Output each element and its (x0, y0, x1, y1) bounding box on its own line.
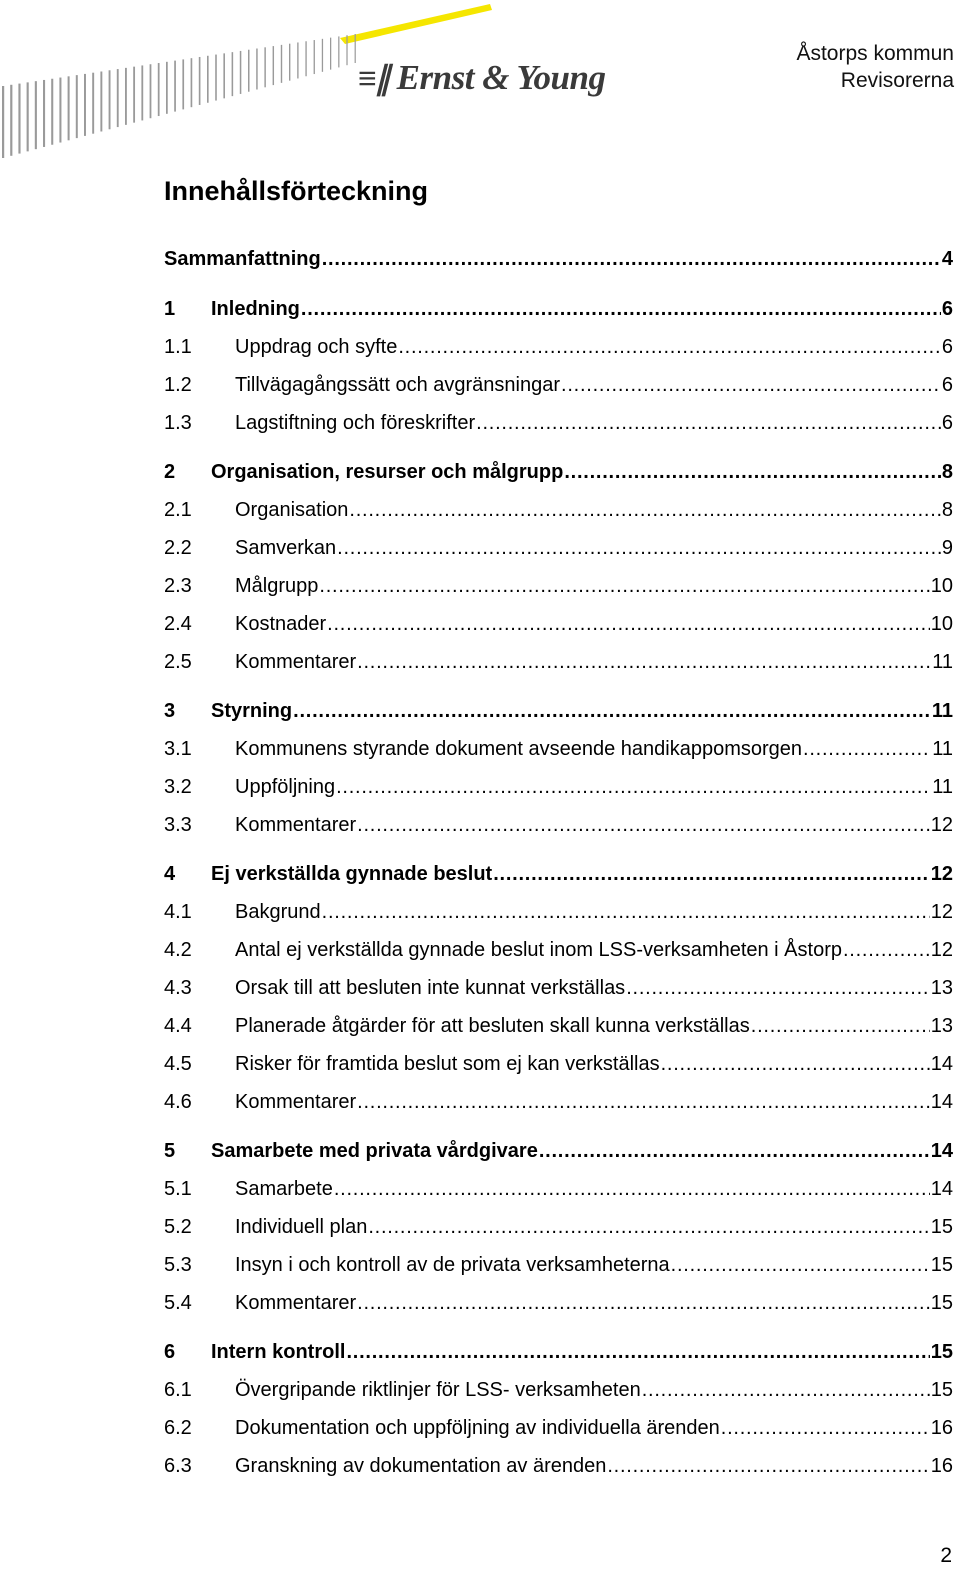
toc-entry[interactable] (164, 245, 953, 273)
toc-entry[interactable] (164, 371, 953, 399)
toc-entry[interactable] (164, 1175, 953, 1203)
toc-entry-title: Uppföljning (235, 776, 336, 798)
toc-entry-title: Kommunens styrande dokument avseende handikappomsorgen (235, 738, 803, 760)
toc-dot-leader (322, 898, 930, 926)
toc-dot-leader (721, 1414, 930, 1442)
toc-entry-number: 2.3 (164, 575, 192, 597)
toc-dot-leader (319, 572, 929, 600)
toc-entry-page: 6 (941, 336, 953, 358)
ernst-young-logo (0, 0, 660, 165)
toc-entry-number: 3.1 (164, 738, 192, 760)
toc-entry-title: Organisation (235, 499, 349, 521)
toc-entry-number: 4.1 (164, 901, 192, 923)
toc-entry-number: 1.3 (164, 412, 192, 434)
toc-entry-page: 13 (930, 1015, 953, 1037)
toc-entry-title: Bakgrund (235, 901, 321, 923)
toc-entry[interactable] (164, 974, 953, 1002)
toc-entry[interactable] (164, 1452, 953, 1480)
toc-dot-leader (337, 534, 941, 562)
toc-dot-leader (327, 610, 930, 638)
toc-dot-leader (357, 648, 931, 676)
toc-entry-page: 15 (930, 1254, 953, 1276)
toc-entry-number: 4.6 (164, 1091, 192, 1113)
toc-entry[interactable] (164, 936, 953, 964)
toc-entry-page: 16 (930, 1417, 953, 1439)
toc-entry-number: 6.3 (164, 1455, 192, 1477)
toc-dot-leader (346, 1338, 929, 1366)
toc-entry-page: 14 (930, 1178, 953, 1200)
toc-entry[interactable] (164, 1289, 953, 1317)
toc-dot-leader (322, 245, 941, 273)
toc-entry-number: 5.2 (164, 1216, 192, 1238)
toc-entry[interactable] (164, 572, 953, 600)
toc-entry-number: 1.2 (164, 374, 192, 396)
toc-entry[interactable] (164, 735, 953, 763)
toc-entry[interactable] (164, 610, 953, 638)
toc-dot-leader (293, 697, 931, 725)
organization-header (796, 40, 954, 94)
toc-dot-leader (671, 1251, 930, 1279)
toc-entry-title: Orsak till att besluten inte kunnat verkställas (235, 977, 626, 999)
toc-entry-title: Sammanfattning (164, 248, 321, 270)
toc-entry-number: 6.1 (164, 1379, 192, 1401)
toc-entry-title: Målgrupp (235, 575, 319, 597)
toc-entry-number: 4.4 (164, 1015, 192, 1037)
toc-entry[interactable] (164, 1251, 953, 1279)
toc-dot-leader (301, 295, 941, 323)
toc-dot-leader (398, 333, 941, 361)
toc-entry-number: 3.3 (164, 814, 192, 836)
toc-entry-number: 3 (164, 700, 176, 722)
toc-entry-page: 14 (930, 1140, 953, 1162)
toc-entry-page: 6 (941, 374, 953, 396)
toc-dot-leader (561, 371, 941, 399)
toc-entry[interactable] (164, 458, 953, 486)
toc-dot-leader (357, 811, 930, 839)
toc-entry[interactable] (164, 409, 953, 437)
toc-entry-page: 14 (930, 1091, 953, 1113)
toc-entry[interactable] (164, 1050, 953, 1078)
toc-entry[interactable] (164, 1213, 953, 1241)
toc-entry-number: 2.1 (164, 499, 192, 521)
toc-entry-page: 6 (941, 298, 953, 320)
toc-entry-page: 15 (930, 1379, 953, 1401)
toc-entry-title: Lagstiftning och föreskrifter (235, 412, 476, 434)
toc-entry-page: 9 (941, 537, 953, 559)
toc-entry-title: Insyn i och kontroll av de privata verksamheterna (235, 1254, 670, 1276)
toc-dot-leader (357, 1289, 930, 1317)
toc-dot-leader (607, 1452, 929, 1480)
toc-entry[interactable] (164, 648, 953, 676)
logo-mark-icon: ≡∥ (358, 60, 389, 96)
toc-entry[interactable] (164, 333, 953, 361)
toc-entry-page: 11 (932, 738, 953, 760)
toc-entry[interactable] (164, 1137, 953, 1165)
toc-entry-title: Antal ej verkställda gynnade beslut inom LSS-verksamheten i Åstorp (235, 939, 842, 961)
toc-entry-page: 11 (932, 776, 953, 798)
toc-entry-page: 16 (930, 1455, 953, 1477)
toc-entry-page: 10 (930, 613, 953, 635)
toc-entry[interactable] (164, 1414, 953, 1442)
toc-dot-leader (626, 974, 930, 1002)
toc-title: Innehållsförteckning (164, 176, 429, 206)
toc-entry-number: 6 (164, 1341, 176, 1363)
toc-entry[interactable] (164, 860, 953, 888)
toc-dot-leader (642, 1376, 930, 1404)
toc-entry-title: Samarbete (235, 1178, 333, 1200)
toc-entry-title: Samarbete med privata vårdgivare (211, 1140, 538, 1162)
department-name: Revisorerna (840, 69, 954, 92)
toc-entry-number: 5 (164, 1140, 176, 1162)
toc-entry-number: 2.5 (164, 651, 192, 673)
toc-entry-title: Planerade åtgärder för att besluten skall kunna verkställas (235, 1015, 750, 1037)
toc-dot-leader (349, 496, 940, 524)
toc-entry-title: Kommentarer (235, 651, 357, 673)
toc-entry-title: Samverkan (235, 537, 337, 559)
toc-dot-leader (751, 1012, 930, 1040)
toc-dot-leader (493, 860, 930, 888)
toc-dot-leader (368, 1213, 929, 1241)
toc-entry-page: 15 (930, 1292, 953, 1314)
toc-entry-number: 2.2 (164, 537, 192, 559)
toc-entry-page: 4 (941, 248, 953, 270)
toc-entry-number: 2 (164, 461, 176, 483)
logo-wordmark: Ernst & Young (396, 58, 606, 97)
toc-dot-leader (564, 458, 941, 486)
toc-entry-number: 1 (164, 298, 176, 320)
toc-entry-number: 3.2 (164, 776, 192, 798)
toc-entry-title: Intern kontroll (211, 1341, 346, 1363)
toc-entry[interactable] (164, 811, 953, 839)
toc-entry-page: 15 (930, 1216, 953, 1238)
toc-entry-title: Inledning (211, 298, 300, 320)
toc-entry-number: 2.4 (164, 613, 192, 635)
toc-entry-title: Styrning (211, 700, 293, 722)
toc-entry-page: 11 (931, 700, 953, 722)
page-number: 2 (940, 1544, 952, 1567)
toc-entry-number: 4.5 (164, 1053, 192, 1075)
toc-entry[interactable] (164, 773, 953, 801)
toc-entry[interactable] (164, 898, 953, 926)
toc-entry[interactable] (164, 1338, 953, 1366)
toc-dot-leader (803, 735, 931, 763)
toc-dot-leader (476, 409, 941, 437)
toc-entry-number: 6.2 (164, 1417, 192, 1439)
toc-entry-number: 4 (164, 863, 176, 885)
toc-entry-title: Övergripande riktlinjer för LSS- verksamheten (235, 1379, 641, 1401)
toc-entry-title: Kommentarer (235, 814, 357, 836)
toc-dot-leader (357, 1088, 930, 1116)
toc-entry-title: Dokumentation och uppföljning av individuella ärenden (235, 1417, 720, 1439)
toc-entry-title: Ej verkställda gynnade beslut (211, 863, 493, 885)
toc-entry-page: 14 (930, 1053, 953, 1075)
toc-entry-page: 15 (930, 1341, 953, 1363)
toc-entry[interactable] (164, 697, 953, 725)
toc-entry-title: Kostnader (235, 613, 327, 635)
toc-entry-title: Individuell plan (235, 1216, 368, 1238)
toc-entry[interactable] (164, 295, 953, 323)
toc-entry-title: Risker för framtida beslut som ej kan verkställas (235, 1053, 660, 1075)
toc-entry-page: 6 (941, 412, 953, 434)
toc-entry-number: 4.2 (164, 939, 192, 961)
toc-entry-page: 13 (930, 977, 953, 999)
toc-entry[interactable] (164, 1012, 953, 1040)
toc-entry-page: 12 (930, 863, 953, 885)
municipality-name: Åstorps kommun (796, 42, 954, 65)
toc-entry-page: 10 (930, 575, 953, 597)
toc-entry[interactable] (164, 1088, 953, 1116)
toc-entry-number: 5.3 (164, 1254, 192, 1276)
toc-dot-leader (539, 1137, 930, 1165)
toc-entry-title: Uppdrag och syfte (235, 336, 398, 358)
toc-entry-title: Granskning av dokumentation av ärenden (235, 1455, 607, 1477)
toc-entry-page: 12 (930, 814, 953, 836)
toc-entry-page: 8 (941, 499, 953, 521)
toc-dot-leader (661, 1050, 930, 1078)
toc-entry[interactable] (164, 1376, 953, 1404)
toc-entry-title: Kommentarer (235, 1292, 357, 1314)
toc-entry-number: 1.1 (164, 336, 192, 358)
toc-entry-page: 11 (932, 651, 953, 673)
toc-entry-number: 4.3 (164, 977, 192, 999)
toc-entry-title: Tillvägagångssätt och avgränsningar (235, 374, 561, 396)
toc-entry-title: Organisation, resurser och målgrupp (211, 461, 564, 483)
toc-entry-number: 5.1 (164, 1178, 192, 1200)
toc-entry-number: 5.4 (164, 1292, 192, 1314)
toc-entry-page: 12 (930, 939, 953, 961)
toc-entry[interactable] (164, 496, 953, 524)
toc-entry[interactable] (164, 534, 953, 562)
toc-entry-page: 8 (941, 461, 953, 483)
toc-entry-page: 12 (930, 901, 953, 923)
toc-dot-leader (843, 936, 930, 964)
toc-entry-title: Kommentarer (235, 1091, 357, 1113)
toc-dot-leader (334, 1175, 930, 1203)
toc-dot-leader (336, 773, 931, 801)
